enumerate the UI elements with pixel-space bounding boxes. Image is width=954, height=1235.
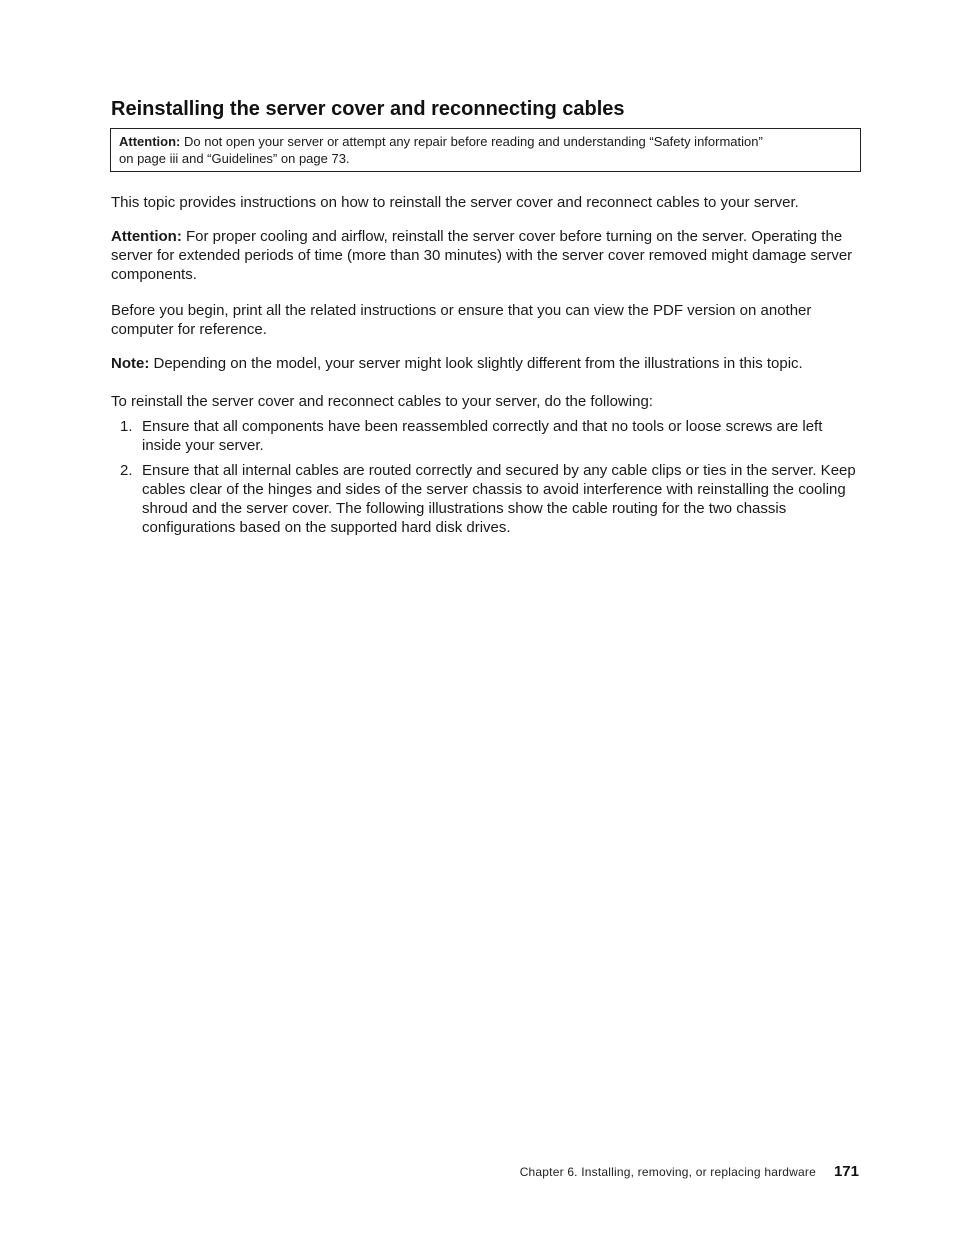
note-label: Note: — [111, 355, 150, 372]
list-item — [111, 461, 856, 537]
attention-box — [110, 128, 861, 172]
procedure-intro: To reinstall the server cover and reconnect cables to your server, do the following: — [111, 393, 653, 410]
attention-label: Attention: — [119, 134, 181, 149]
intro-paragraph: This topic provides instructions on how to reinstall the server cover and reconnect cables to your server. — [111, 194, 799, 211]
step-number: 1. — [120, 418, 133, 435]
page-number: 171 — [833, 1163, 859, 1180]
attention-paragraph-text: For proper cooling and airflow, reinstall the server cover before turning on the server. Operating the server for extended periods of time (more than 30 minutes) with the server cover removed might damage server components. — [111, 228, 853, 283]
step-text: Ensure that all components have been reassembled correctly and that no tools or loose screws are left inside your server. — [142, 418, 823, 454]
attention-box-line-2: on page iii and “Guidelines” on page 73. — [119, 151, 350, 166]
attention-paragraph — [111, 227, 856, 284]
list-item — [111, 417, 856, 455]
page-title: Reinstalling the server cover and reconnecting cables — [111, 98, 625, 120]
note-text: Depending on the model, your server might look slightly different from the illustrations in this topic. — [149, 355, 803, 372]
page-footer — [520, 1163, 859, 1180]
before-begin-paragraph: Before you begin, print all the related instructions or ensure that you can view the PDF version on another computer for reference. — [111, 302, 812, 338]
attention-text: Do not open your server or attempt any repair before reading and understanding “Safety information” — [180, 134, 763, 149]
note-paragraph — [111, 354, 856, 373]
step-text: Ensure that all internal cables are routed correctly and secured by any cable clips or ties in the server. Keep cables clear of the hinges and sides of the server chassis to avoid interference with reinstalling the cooling shroud and the server cover. The following illustrations show the cable routing for the two chassis configurations based on the supported hard disk drives. — [142, 462, 856, 536]
footer-chapter: Chapter 6. Installing, removing, or replacing hardware — [519, 1165, 816, 1179]
attention-box-line-1 — [119, 133, 852, 150]
attention-paragraph-label: Attention: — [111, 228, 182, 245]
step-number: 2. — [120, 462, 133, 479]
steps-list — [111, 417, 856, 543]
